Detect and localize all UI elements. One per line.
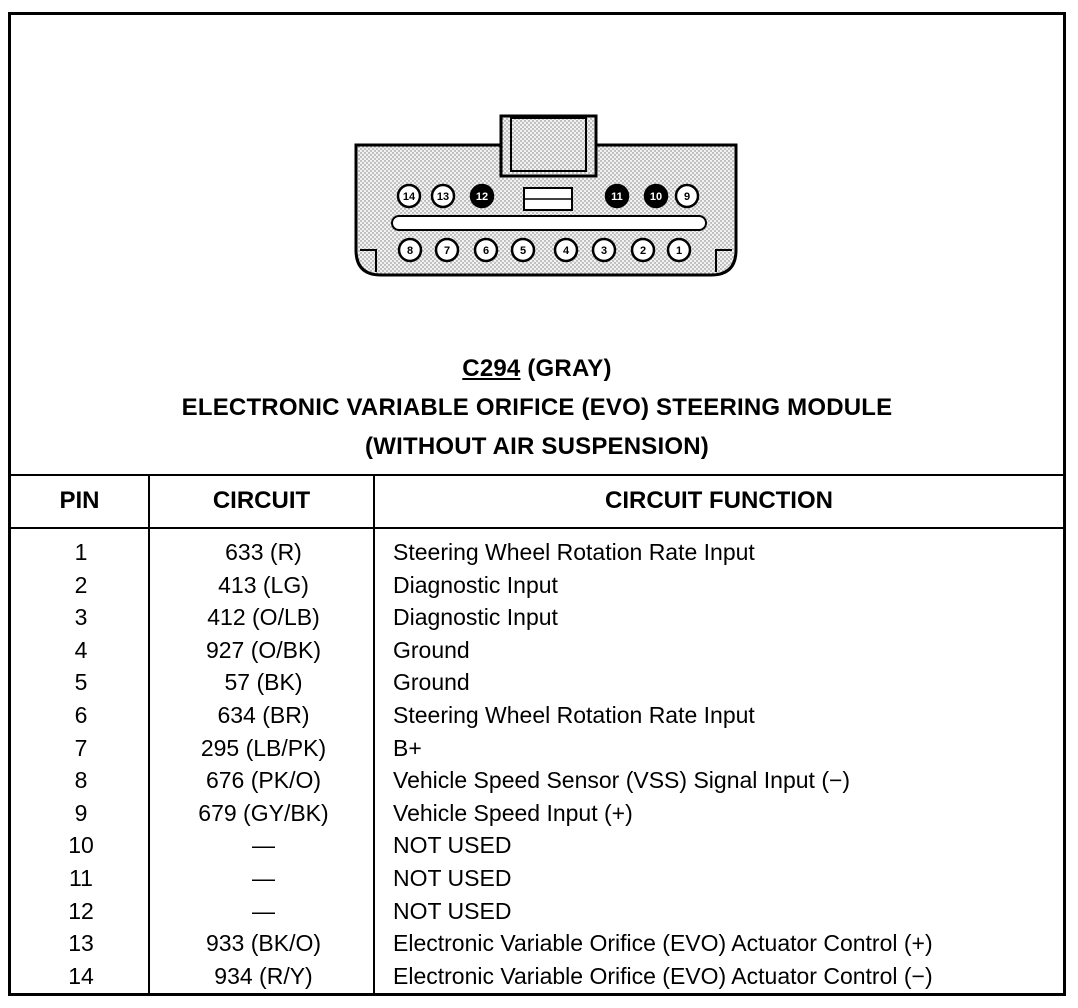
svg-text:9: 9	[683, 191, 691, 203]
table-row	[11, 895, 1063, 928]
pin-cell: 11	[69, 864, 93, 891]
table-row	[11, 699, 1063, 732]
pin-6	[475, 239, 497, 261]
table-row	[11, 601, 1063, 634]
svg-text:5: 5	[519, 245, 527, 257]
table-row	[11, 536, 1063, 569]
table-row	[11, 634, 1063, 667]
pin-9	[676, 185, 698, 207]
header-circuit-function: CIRCUIT FUNCTION	[605, 487, 833, 514]
pin-table-body	[11, 536, 1063, 992]
connector-c294-drawing	[346, 110, 746, 285]
function-cell: Vehicle Speed Sensor (VSS) Signal Input (−)	[393, 767, 851, 794]
svg-text:13: 13	[436, 191, 450, 203]
header-pin: PIN	[59, 487, 100, 514]
header-circuit: CIRCUIT	[212, 487, 311, 514]
function-cell: NOT USED	[393, 864, 512, 891]
table-row	[11, 666, 1063, 699]
connector-title-block	[11, 349, 1063, 466]
divider-rail	[392, 216, 706, 230]
pin-cell: 7	[74, 734, 88, 761]
table-row	[11, 764, 1063, 797]
pin-2	[632, 239, 654, 261]
circuit-cell: 634 (BR)	[217, 701, 310, 728]
connector-title-line1	[11, 349, 1063, 388]
svg-text:2: 2	[639, 245, 647, 257]
pin-cell: 14	[68, 962, 94, 989]
table-row	[11, 797, 1063, 830]
table-row	[11, 862, 1063, 895]
circuit-cell: 412 (O/LB)	[207, 604, 320, 631]
function-cell: Ground	[393, 636, 470, 663]
pin-8	[399, 239, 421, 261]
table-row	[11, 927, 1063, 960]
pin-11	[606, 185, 628, 207]
table-row	[11, 829, 1063, 862]
svg-text:8: 8	[406, 245, 414, 257]
module-variant: (WITHOUT AIR SUSPENSION)	[365, 433, 709, 460]
pin-12	[471, 185, 493, 207]
svg-text:11: 11	[611, 191, 623, 203]
circuit-cell: —	[252, 832, 275, 859]
circuit-cell: —	[252, 897, 275, 924]
pin-7	[436, 239, 458, 261]
circuit-cell: 295 (LB/PK)	[200, 734, 327, 761]
connector-color: (GRAY)	[520, 355, 612, 382]
pin-cell: 10	[68, 832, 94, 859]
svg-text:14: 14	[402, 191, 416, 203]
function-cell: Steering Wheel Rotation Rate Input	[393, 701, 755, 728]
pin-1	[668, 239, 690, 261]
svg-text:1: 1	[675, 245, 683, 257]
circuit-cell: —	[252, 864, 275, 891]
table-row	[11, 569, 1063, 602]
pin-14	[398, 185, 420, 207]
circuit-cell: 927 (O/BK)	[205, 636, 322, 663]
pin-cell: 8	[74, 767, 88, 794]
function-cell: B+	[393, 734, 422, 761]
function-cell: NOT USED	[393, 897, 512, 924]
function-cell: NOT USED	[393, 832, 512, 859]
svg-text:10: 10	[649, 191, 663, 203]
function-cell: Diagnostic Input	[393, 604, 558, 631]
function-cell: Ground	[393, 669, 470, 696]
pin-cell: 13	[68, 930, 94, 957]
function-cell: Vehicle Speed Input (+)	[393, 799, 633, 826]
circuit-cell: 679 (GY/BK)	[198, 799, 329, 826]
pin-4	[555, 239, 577, 261]
circuit-cell: 676 (PK/O)	[205, 767, 322, 794]
connector-id: C294	[462, 355, 521, 382]
circuit-cell: 933 (BK/O)	[205, 930, 322, 957]
table-row	[11, 732, 1063, 765]
function-cell: Diagnostic Input	[393, 571, 558, 598]
pin-cell: 2	[74, 571, 88, 598]
circuit-cell: 57 (BK)	[224, 669, 303, 696]
pin-cell: 3	[74, 604, 88, 631]
pin-cell: 6	[74, 701, 88, 728]
function-cell: Electronic Variable Orifice (EVO) Actuator Control (+)	[393, 930, 933, 957]
circuit-cell: 934 (R/Y)	[214, 962, 313, 989]
pin-cell: 5	[74, 669, 88, 696]
pin-cell: 4	[74, 636, 88, 663]
circuit-cell: 413 (LG)	[218, 571, 309, 598]
pin-cell: 12	[68, 897, 94, 924]
pin-cell: 1	[74, 539, 88, 565]
pin-10	[645, 185, 667, 207]
module-name: ELECTRONIC VARIABLE ORIFICE (EVO) STEERING MODULE	[181, 394, 893, 421]
svg-text:6: 6	[482, 245, 490, 257]
circuit-cell: 633 (R)	[225, 539, 302, 565]
svg-text:3: 3	[600, 245, 608, 257]
connector-diagram-frame	[8, 12, 1066, 996]
pin-5	[512, 239, 534, 261]
function-cell: Steering Wheel Rotation Rate Input	[393, 539, 755, 565]
svg-text:7: 7	[443, 245, 451, 257]
pin-13	[432, 185, 454, 207]
table-row	[11, 960, 1063, 993]
pin-3	[593, 239, 615, 261]
pin-cell: 9	[74, 799, 88, 826]
svg-text:4: 4	[562, 245, 570, 257]
function-cell: Electronic Variable Orifice (EVO) Actuator Control (−)	[393, 962, 933, 989]
svg-text:12: 12	[475, 191, 489, 203]
